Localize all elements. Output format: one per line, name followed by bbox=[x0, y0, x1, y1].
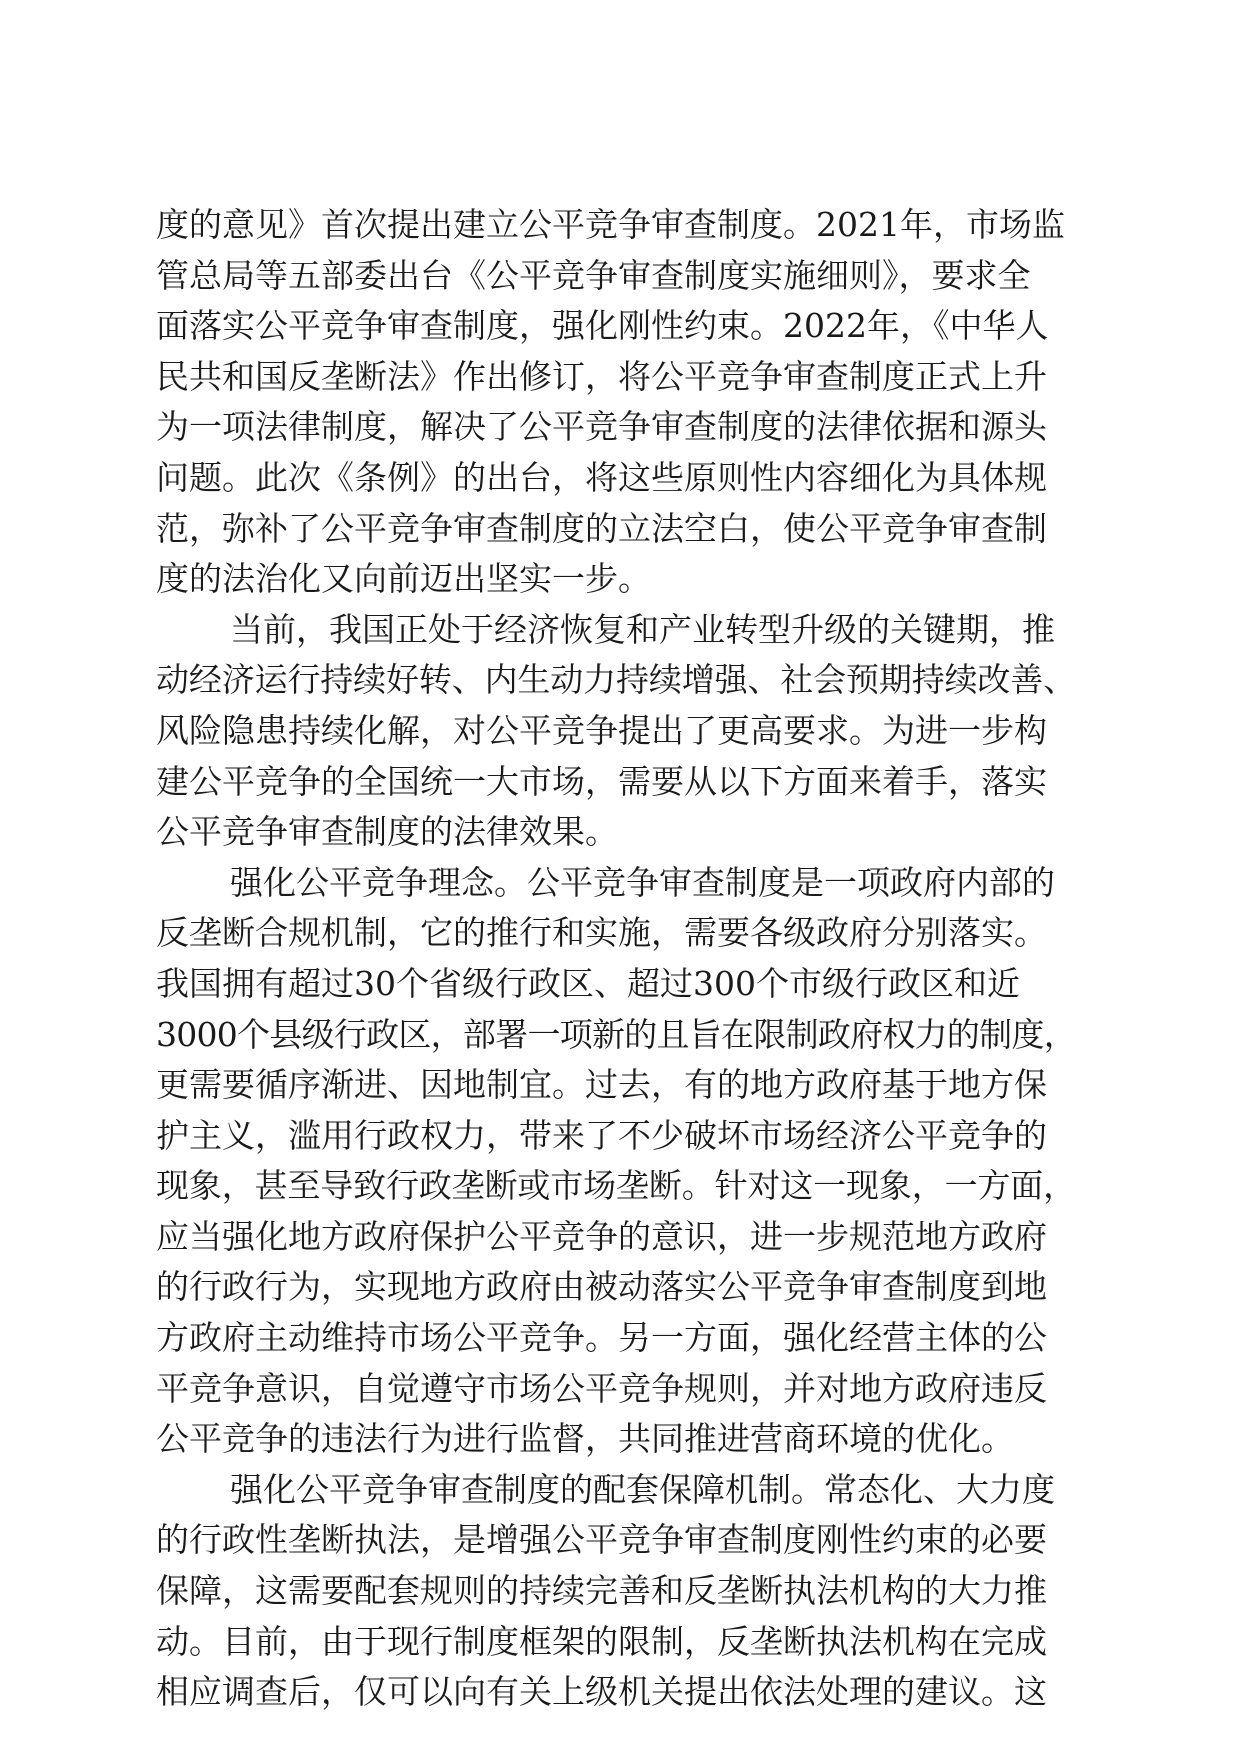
text-line: 动经济运行持续好转、内生动力持续增强、社会预期持续改善、 bbox=[156, 660, 1077, 700]
text-line: 我国拥有超过30个省级行政区、超过300个市级行政区和近 bbox=[156, 963, 1020, 1003]
text-line: 平竞争意识，自觉遵守市场公平竞争规则，并对地方政府违反 bbox=[156, 1368, 1047, 1408]
text-line: 的行政性垄断执法，是增强公平竞争审查制度刚性约束的必要 bbox=[156, 1520, 1047, 1560]
text-line: 反垄断合规机制，它的推行和实施，需要各级政府分别落实。 bbox=[156, 913, 1047, 953]
text-line: 3000个县级行政区，部署一项新的且旨在限制政府权力的制度， bbox=[156, 1014, 1076, 1054]
text-line: 面落实公平竞争审查制度，强化刚性约束。2022年，《中华人 bbox=[156, 306, 1049, 346]
text-line: 范，弥补了公平竞争审查制度的立法空白，使公平竞争审查制 bbox=[156, 508, 1047, 548]
text-line: 公平竞争的违法行为进行监督，共同推进营商环境的优化。 bbox=[156, 1419, 1014, 1459]
text-line: 度的意见》首次提出建立公平竞争审查制度。2021年，市场监 bbox=[156, 205, 1065, 244]
text-line: 问题。此次《条例》的出台，将这些原则性内容细化为具体规 bbox=[156, 457, 1047, 497]
text-line: 现象，甚至导致行政垄断或市场垄断。针对这一现象，一方面， bbox=[156, 1166, 1077, 1206]
text-line: 强化公平竞争理念。公平竞争审查制度是一项政府内部的 bbox=[230, 862, 1055, 902]
text-line: 应当强化地方政府保护公平竞争的意识，进一步规范地方政府 bbox=[156, 1216, 1047, 1256]
text-line: 保障，这需要配套规则的持续完善和反垄断执法机构的大力推 bbox=[156, 1571, 1047, 1611]
text-line: 动。目前，由于现行制度框架的限制，反垄断执法机构在完成 bbox=[156, 1621, 1047, 1661]
text-line: 护主义，滥用行政权力，带来了不少破坏市场经济公平竞争的 bbox=[156, 1115, 1047, 1155]
text-line: 相应调查后，仅可以向有关上级机关提出依法处理的建议。这 bbox=[156, 1672, 1047, 1712]
body-text bbox=[156, 200, 1076, 1718]
text-line: 方政府主动维持市场公平竞争。另一方面，强化经营主体的公 bbox=[156, 1318, 1047, 1358]
text-line: 建公平竞争的全国统一大市场，需要从以下方面来着手，落实 bbox=[156, 761, 1047, 801]
text-line: 民共和国反垄断法》作出修订，将公平竞争审查制度正式上升 bbox=[156, 356, 1047, 396]
text-line: 为一项法律制度，解决了公平竞争审查制度的法律依据和源头 bbox=[156, 407, 1047, 447]
text-line: 公平竞争审查制度的法律效果。 bbox=[156, 812, 618, 852]
text-line: 管总局等五部委出台《公平竞争审查制度实施细则》，要求全 bbox=[156, 255, 1031, 295]
text-line: 强化公平竞争审查制度的配套保障机制。常态化、大力度 bbox=[230, 1469, 1055, 1509]
text-line: 更需要循序渐进、因地制宜。过去，有的地方政府基于地方保 bbox=[156, 1065, 1047, 1105]
text-line: 度的法治化又向前迈出坚实一步。 bbox=[156, 559, 651, 599]
text-line: 的行政行为，实现地方政府由被动落实公平竞争审查制度到地 bbox=[156, 1267, 1047, 1307]
text-line: 当前，我国正处于经济恢复和产业转型升级的关键期，推 bbox=[230, 609, 1055, 649]
text-line: 风险隐患持续化解，对公平竞争提出了更高要求。为进一步构 bbox=[156, 710, 1047, 750]
